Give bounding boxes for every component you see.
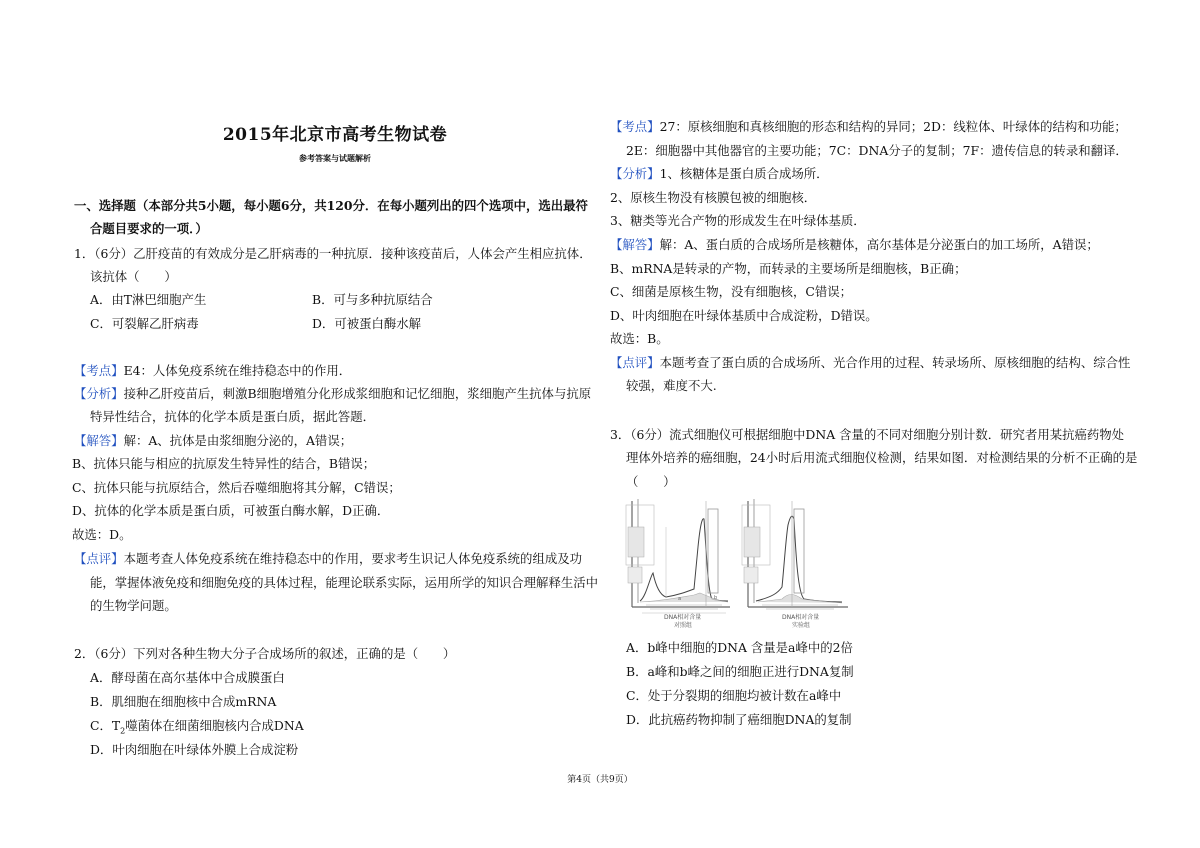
q2-option-a: A．酵母菌在高尔基体中合成膜蛋白 <box>90 670 285 685</box>
q2-dianping: 【点评】本题考查了蛋白质的合成场所、光合作用的过程、转录场所、原核细胞的结构、综合性 <box>610 355 1131 370</box>
flow-cytometry-figure <box>622 497 872 629</box>
section-heading: 一、选择题（本部分共5小题，每小题6分，共120分．在每小题列出的四个选项中，选出最符 <box>74 198 588 213</box>
svg-text:b: b <box>714 595 718 601</box>
q1-dianping-cont-1: 能，掌握体液免疫和细胞免疫的具体过程，能理论联系实际，运用所学的知识合理解释生活中 <box>90 575 599 590</box>
treatment-panel <box>742 499 848 629</box>
q3-option-c: C．处于分裂期的细胞均被计数在a峰中 <box>626 688 842 703</box>
q3-option-b: B．a峰和b峰之间的细胞正进行DNA复制 <box>626 664 854 679</box>
fenxi-tag: 【分析】 <box>74 386 124 401</box>
q2-option-d: D．叶肉细胞在叶绿体外膜上合成淀粉 <box>90 742 299 757</box>
q2-option-b: B．肌细胞在细胞核中合成mRNA <box>90 694 277 709</box>
q1-dianping: 【点评】本题考查人体免疫系统在维持稳态中的作用，要求考生识记人体免疫系统的组成及功 <box>74 551 583 566</box>
jieda-tag: 【解答】 <box>74 433 124 448</box>
dianping-tag: 【点评】 <box>74 551 124 566</box>
q3-stem-cont-1: 理体外培养的癌细胞，24小时后用流式细胞仪检测，结果如图．对检测结果的分析不正确的是 <box>626 450 1138 465</box>
control-group-label: 对照组 <box>674 622 693 629</box>
dianping-tag: 【点评】 <box>610 355 660 370</box>
q3-stem: 3．（6分）流式细胞仪可根据细胞中DNA 含量的不同对细胞分别计数．研究者用某抗癌药物处 <box>610 427 1125 442</box>
q1-option-c: C．可裂解乙肝病毒 <box>90 316 199 331</box>
kaodian-tag: 【考点】 <box>610 119 660 134</box>
q2-fenxi-2: 2、原核生物没有核膜包被的细胞核． <box>610 190 817 205</box>
q2-answer: 故选：B。 <box>610 331 669 346</box>
fenxi-tag: 【分析】 <box>610 166 660 181</box>
q1-jieda-d: D、抗体的化学本质是蛋白质，可被蛋白酶水解，D正确． <box>72 503 390 518</box>
q1-jieda: 【解答】解：A、抗体是由浆细胞分泌的，A错误； <box>74 433 353 448</box>
q2-dianping-cont: 较强，难度不大. <box>626 378 717 393</box>
page-footer: 第4页（共9页） <box>567 775 633 785</box>
q1-jieda-b: B、抗体只能与相应的抗原发生特异性的结合，B错误； <box>72 456 376 471</box>
q3-option-d: D．此抗癌药物抑制了癌细胞DNA的复制 <box>626 712 852 727</box>
q2-fenxi: 【分析】1、核糖体是蛋白质合成场所． <box>610 166 829 181</box>
control-xlabel: DNA相对含量 <box>664 614 702 621</box>
q2-stem: 2．（6分）下列对各种生物大分子合成场所的叙述，正确的是（ ） <box>74 646 456 661</box>
q1-option-a: A．由T淋巴细胞产生 <box>90 292 207 307</box>
q1-answer: 故选：D。 <box>72 527 132 542</box>
q1-stem: 1．（6分）乙肝疫苗的有效成分是乙肝病毒的一种抗原．接种该疫苗后，人体会产生相应抗体． <box>74 246 592 261</box>
q2-kaodian-cont: 2E：细胞器中其他器官的主要功能；7C：DNA分子的复制；7F：遗传信息的转录和翻译． <box>626 143 1128 158</box>
q3-stem-cont-2: （ ） <box>626 474 676 489</box>
q1-jieda-c: C、抗体只能与抗原结合，然后吞噬细胞将其分解，C错误； <box>72 480 401 495</box>
kaodian-tag: 【考点】 <box>74 363 124 378</box>
q1-option-b: B．可与多种抗原结合 <box>312 292 433 307</box>
q2-kaodian: 【考点】27：原核细胞和真核细胞的形态和结构的异同；2D：线粒体、叶绿体的结构和功能； <box>610 119 1127 134</box>
q2-jieda: 【解答】解：A、蛋白质的合成场所是核糖体，高尔基体是分泌蛋白的加工场所，A错误； <box>610 237 1099 252</box>
q1-options-row-1 <box>90 292 570 308</box>
page-title: 2015年北京市高考生物试卷 <box>222 125 448 145</box>
q1-stem-cont: 该抗体（ ） <box>90 269 177 284</box>
page-subtitle: 参考答案与试题解析 <box>299 153 371 163</box>
q1-option-d: D．可被蛋白酶水解 <box>312 316 422 331</box>
svg-text:a: a <box>678 596 682 602</box>
q1-dianping-cont-2: 的生物学问题。 <box>90 598 177 613</box>
treatment-xlabel: DNA相对含量 <box>782 614 820 621</box>
q2-jieda-b: B、mRNA是转录的产物，而转录的主要场所是细胞核，B正确； <box>610 261 967 276</box>
q2-option-c: C．$T_2$噬菌体在细菌细胞核内合成DNA <box>90 718 304 736</box>
jieda-tag: 【解答】 <box>610 237 660 252</box>
q2-jieda-d: D、叶肉细胞在叶绿体基质中合成淀粉，D错误。 <box>610 308 878 323</box>
q3-option-a: A．b峰中细胞的DNA 含量是a峰中的2倍 <box>626 640 853 655</box>
q1-options-row-2 <box>90 316 570 332</box>
control-panel <box>626 499 730 629</box>
q1-kaodian: 【考点】E4：人体免疫系统在维持稳态中的作用． <box>74 363 352 378</box>
section-heading-cont: 合题目要求的一项．） <box>90 221 208 236</box>
q2-jieda-c: C、细菌是原核生物，没有细胞核，C错误； <box>610 284 852 299</box>
q1-fenxi: 【分析】接种乙肝疫苗后，刺激B细胞增殖分化形成浆细胞和记忆细胞，浆细胞产生抗体与抗原 <box>74 386 592 401</box>
treatment-group-label: 实验组 <box>792 622 811 629</box>
q2-fenxi-3: 3、糖类等光合产物的形成发生在叶绿体基质． <box>610 213 866 228</box>
q1-fenxi-cont: 特异性结合，抗体的化学本质是蛋白质，据此答题． <box>90 409 375 424</box>
